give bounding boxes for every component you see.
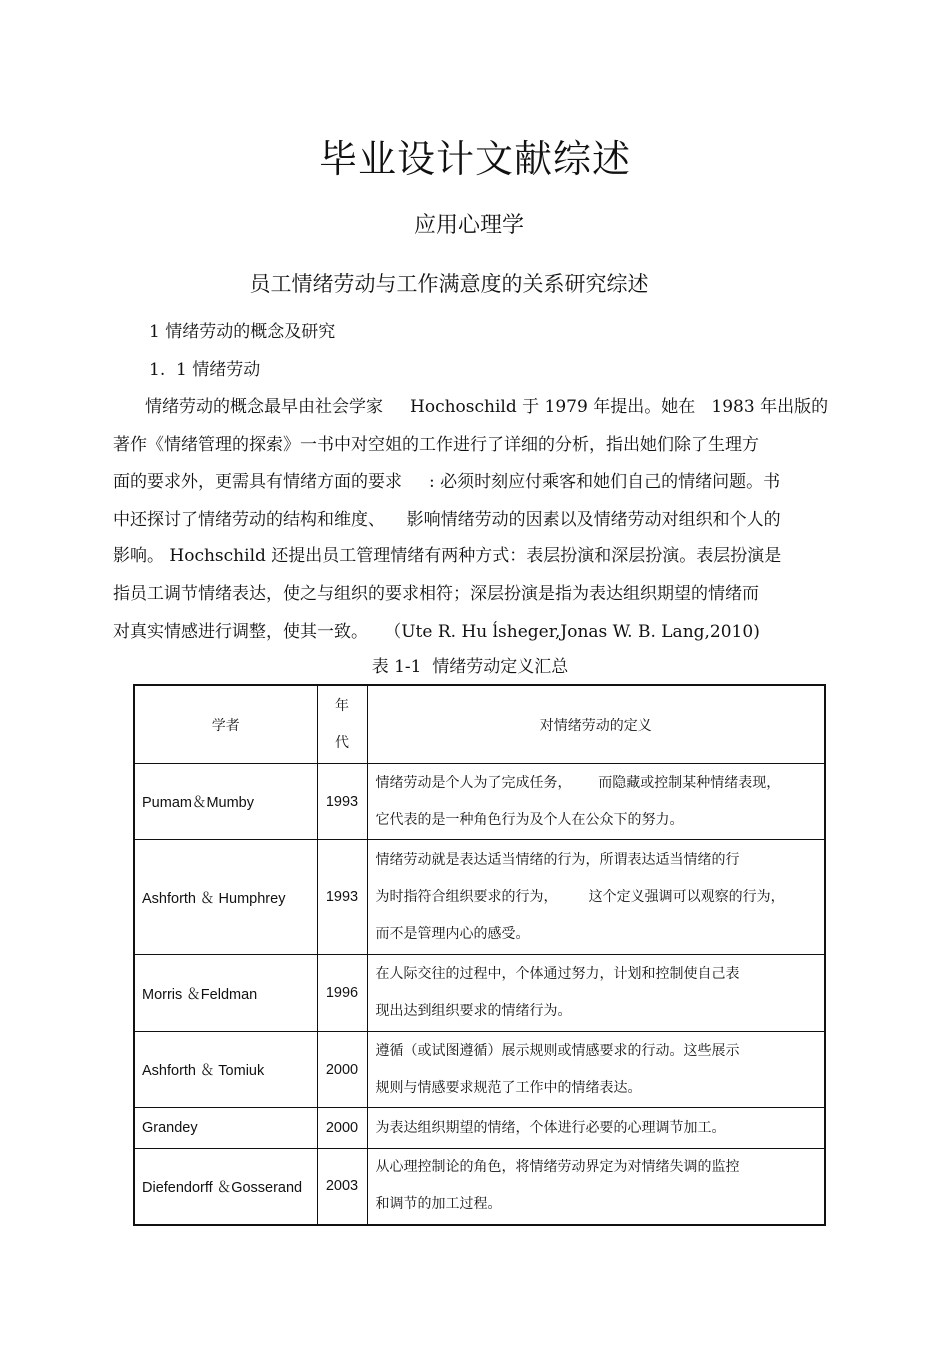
definition-line: 和调节的加工过程。 <box>375 1196 502 1213</box>
scholar-cell: Pumam＆Mumby <box>134 764 317 840</box>
definition-line: 情绪劳动是个人为了完成任务， 而隐藏或控制某种情绪表现， <box>375 774 781 791</box>
table-caption: 表 1-1 情绪劳动定义汇总 <box>371 657 569 677</box>
header-definition: 对情绪劳动的定义 <box>367 685 825 764</box>
definition-cell <box>367 840 825 955</box>
year-cell: 1996 <box>317 955 367 1032</box>
scholar-cell: Ashforth ＆ Humphrey <box>134 840 317 955</box>
definition-line: 而不是管理内心的感受。 <box>375 925 530 942</box>
definition-line: 为时指符合组织要求的行为， 这个定义强调可以观察的行为， <box>375 888 785 905</box>
table-row <box>134 1149 825 1225</box>
definition-line: 情绪劳动就是表达适当情绪的行为，所谓表达适当情绪的行 <box>375 851 740 868</box>
paragraph-line: 情绪劳动的概念最早由社会学家 Hochoschild 于 1979 年提出。她在 1983 年出版的 <box>145 397 829 417</box>
paragraph-line: 面的要求外，更需具有情绪方面的要求 : 必须时刻应付乘客和她们自己的情绪问题。书 <box>113 472 781 492</box>
table-row <box>134 955 825 1032</box>
definition-line: 现出达到组织要求的情绪行为。 <box>375 1003 572 1019</box>
definition-line: 在人际交往的过程中，个体通过努力，计划和控制使自己表 <box>375 966 740 982</box>
scholar-cell: Grandey <box>134 1108 317 1149</box>
year-cell: 1993 <box>317 764 367 840</box>
definition-line: 它代表的是一种角色行为及个人在公众下的努力。 <box>375 811 684 828</box>
year-cell: 2003 <box>317 1149 367 1225</box>
year-cell: 2000 <box>317 1032 367 1108</box>
header-year-line: 年 <box>335 697 349 714</box>
section-heading-1-1: 1. 1 情绪劳动 <box>149 360 261 380</box>
table-row <box>134 764 825 840</box>
definitions-table <box>133 684 826 1226</box>
definition-line: 规则与情感要求规范了工作中的情绪表达。 <box>375 1079 642 1096</box>
definition-cell <box>367 955 825 1032</box>
scholar-cell: Ashforth ＆ Tomiuk <box>134 1032 317 1108</box>
definition-line: 从心理控制论的角色，将情绪劳动界定为对情绪失调的监控 <box>375 1159 740 1176</box>
paragraph-line: 影响。 Hochschild 还提出员工管理情绪有两种方式：表层扮演和深层扮演。表层扮演是 <box>113 546 782 566</box>
definition-cell <box>367 1149 825 1225</box>
header-year-line: 代 <box>335 734 349 751</box>
definition-line: 为表达组织期望的情绪，个体进行必要的心理调节加工。 <box>375 1119 726 1136</box>
paragraph-line: 中还探讨了情绪劳动的结构和维度、 影响情绪劳动的因素以及情绪劳动对组织和个人的 <box>113 510 781 530</box>
table-row <box>134 1032 825 1108</box>
section-heading-1: 1 情绪劳动的概念及研究 <box>149 322 336 342</box>
definition-line: 遵循（或试图遵循）展示规则或情感要求的行动。这些展示 <box>375 1042 740 1059</box>
definition-cell <box>367 1032 825 1108</box>
year-cell: 2000 <box>317 1108 367 1149</box>
header-scholar: 学者 <box>134 685 317 764</box>
year-cell: 1993 <box>317 840 367 955</box>
scholar-cell: Diefendorff ＆Gosserand <box>134 1149 317 1225</box>
header-year <box>317 685 367 764</box>
definition-cell <box>367 764 825 840</box>
scholar-cell: Morris ＆Feldman <box>134 955 317 1032</box>
table-header-row <box>134 685 825 764</box>
table-row <box>134 840 825 955</box>
document-title: 毕业设计文献综述 <box>318 137 631 181</box>
review-subtitle: 员工情绪劳动与工作满意度的关系研究综述 <box>249 272 649 296</box>
paragraph-line: 指员工调节情绪表达，使之与组织的要求相符；深层扮演是指为表达组织期望的情绪而 <box>113 584 759 604</box>
paragraph-line: 对真实情感进行调整，使其一致。 （Ute R. Hu ĺsheger,Jonas W. B. Lang,2010) <box>113 622 760 642</box>
definition-cell <box>367 1108 825 1149</box>
table-row <box>134 1108 825 1149</box>
paragraph-line: 著作《情绪管理的探索》一书中对空姐的工作进行了详细的分析，指出她们除了生理方 <box>113 435 759 455</box>
major-name: 应用心理学 <box>413 213 524 238</box>
